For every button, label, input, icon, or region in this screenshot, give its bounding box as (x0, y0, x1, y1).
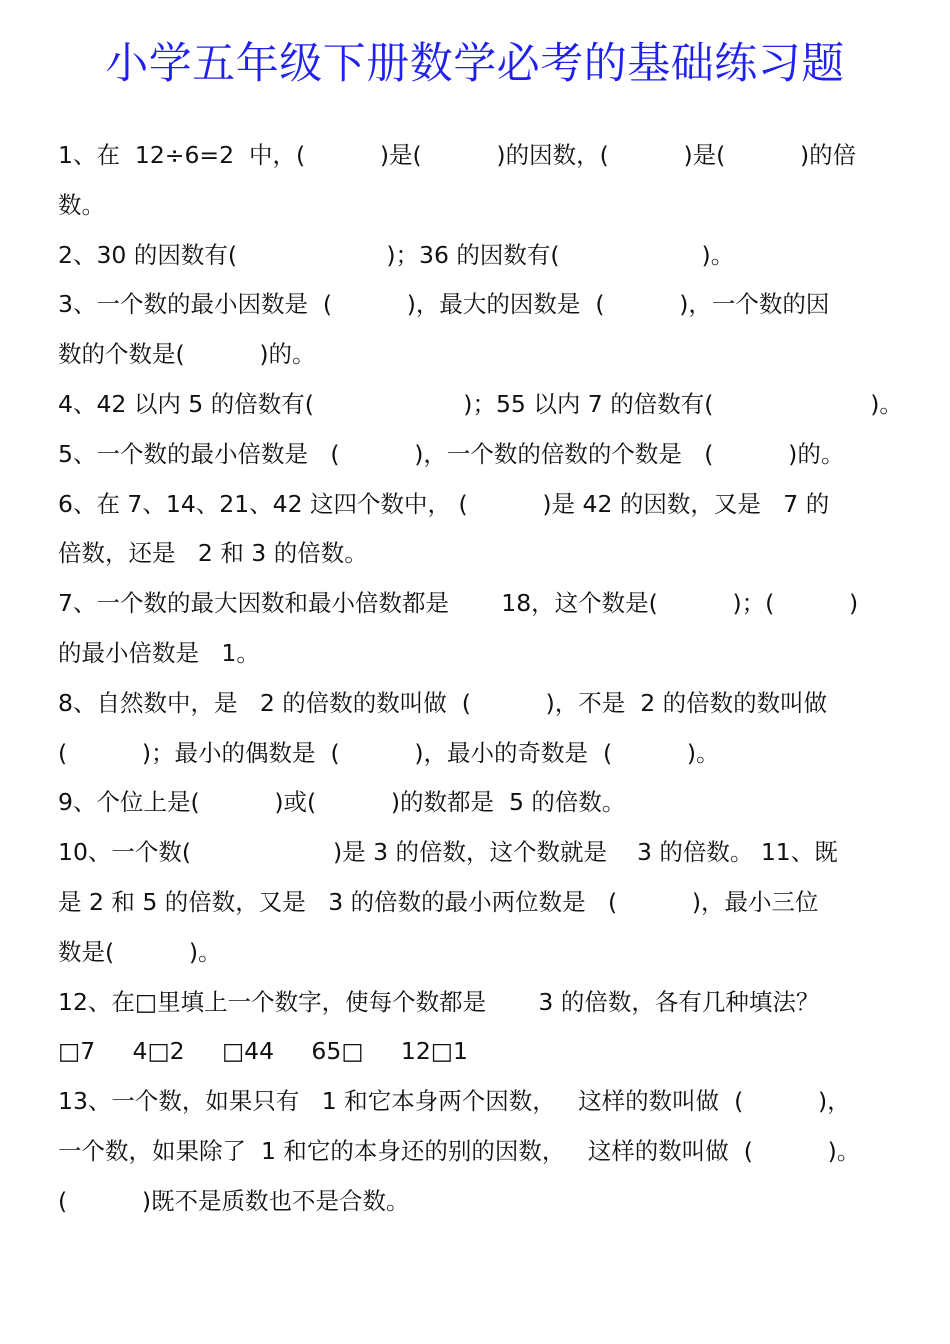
exercise-line-1b: 数。 (58, 190, 105, 219)
exercise-line-3b: 数的个数是( )的。 (58, 340, 316, 369)
exercise-line-3a: 3、一个数的最小因数是 ( )，最大的因数是 ( )，一个数的因 (58, 290, 830, 319)
exercise-line-11b: 数是( )。 (58, 937, 222, 966)
page-title: 小学五年级下册数学必考的基础练习题 (105, 39, 845, 89)
exercise-line-8b: ( )；最小的偶数是 ( )，最小的奇数是 ( )。 (58, 738, 720, 767)
exercise-line-12a: 12、在□里填上一个数字，使每个数都是 3 的倍数，各有几种填法？ (58, 987, 820, 1016)
exercise-line-8a: 8、自然数中，是 2 的倍数的数叫做 ( )，不是 2 的倍数的数叫做 (58, 688, 828, 717)
exercise-line-13c: ( )既不是质数也不是合数。 (58, 1186, 410, 1215)
exercise-line-11a: 是 2 和 5 的倍数，又是 3 的倍数的最小两位数是 ( )，最小三位 (58, 887, 819, 916)
exercise-line-13a: 13、一个数，如果只有 1 和它本身两个因数， 这样的数叫做 ( )， (58, 1087, 851, 1116)
exercise-body (58, 131, 903, 1227)
exercise-line-6b: 倍数，还是 2 和 3 的倍数。 (58, 539, 368, 568)
exercise-line-5: 5、一个数的最小倍数是 ( )，一个数的倍数的个数是 ( )的。 (58, 439, 845, 468)
exercise-line-7b: 的最小倍数是 1。 (58, 638, 260, 667)
exercise-line-13b: 一个数，如果除了 1 和它的本身还的别的因数， 这样的数叫做 ( )。 (58, 1136, 861, 1165)
exercise-line-2: 2、30 的因数有( )；36 的因数有( )。 (58, 240, 735, 269)
exercise-line-10a: 10、一个数( )是 3 的倍数，这个数就是 3 的倍数。 11、既 (58, 838, 838, 867)
exercise-line-4: 4、42 以内 5 的倍数有( )；55 以内 7 的倍数有( )。 (58, 389, 903, 418)
exercise-line-7a: 7、一个数的最大因数和最小倍数都是 18，这个数是( )；( ) (58, 589, 859, 618)
exercise-line-12b: □7 4□2 □44 65□ 12□1 (58, 1037, 468, 1066)
exercise-line-6a: 6、在 7、14、21、42 这四个数中， ( )是 42 的因数，又是 7 的 (58, 489, 830, 518)
exercise-line-9: 9、个位上是( )或( )的数都是 5 的倍数。 (58, 788, 626, 817)
exercise-line-1a: 1、在 12÷6=2 中，( )是( )的因数，( )是( )的倍 (58, 141, 857, 169)
